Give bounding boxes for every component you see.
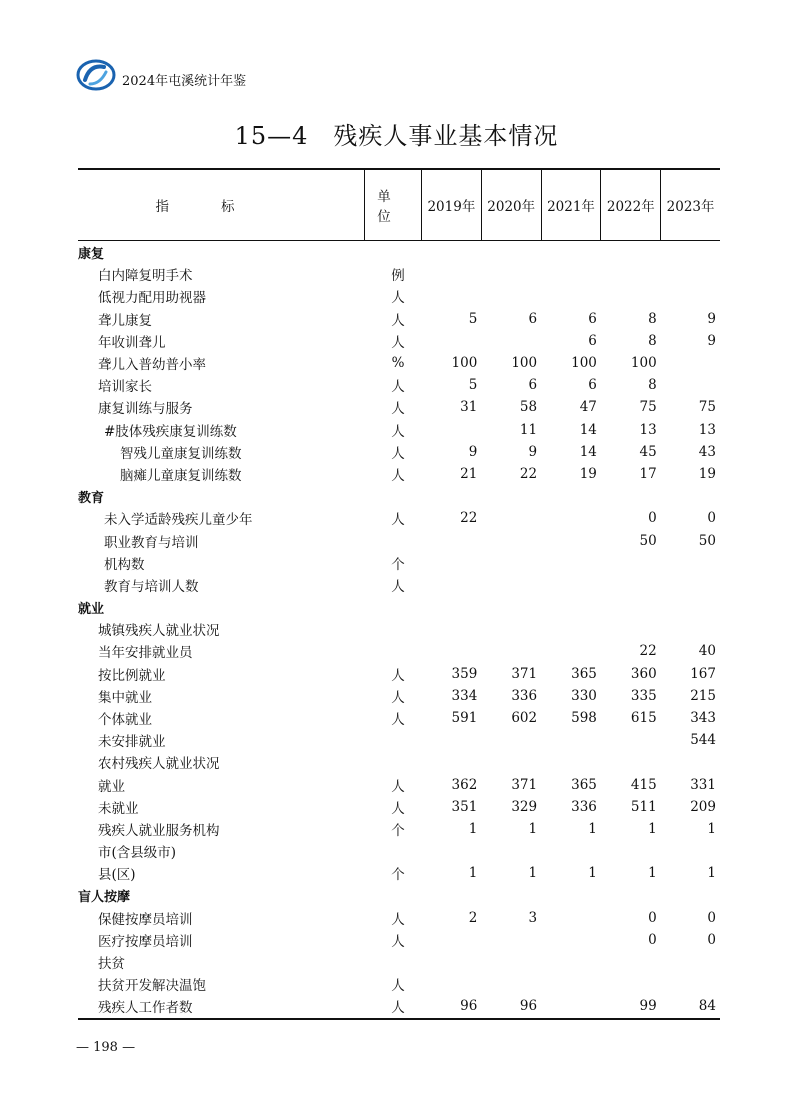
unit-cell [365,884,422,906]
unit-cell: 例 [391,268,405,285]
value-cell [422,419,482,441]
indicator-label: 县(区) [98,867,136,884]
value-cell [661,263,720,285]
indicator-label: 智残儿童康复训练数 [120,445,242,462]
value-cell [541,840,601,862]
value-cell: 5 [468,310,478,327]
indicator-label: 聋儿康复 [98,312,152,329]
value-cell: 334 [451,687,478,704]
value-cell: 19 [698,465,716,482]
value-cell [541,751,601,773]
unit-cell: 人 [391,401,405,418]
value-cell [541,574,601,596]
table-row [78,663,720,685]
value-cell [541,263,601,285]
value-cell [481,618,541,640]
data-table [78,168,720,1020]
value-cell: 6 [528,377,538,394]
col-header-indicator: 指标 [78,169,365,241]
value-cell: 100 [511,355,538,372]
unit-cell [365,529,422,551]
value-cell: 371 [511,665,538,682]
book-title: 2024年屯溪统计年鉴 [122,73,247,89]
data-table-container [78,168,714,1020]
table-row [78,419,720,441]
value-cell: 96 [422,995,482,1018]
unit-cell: 人 [391,778,405,795]
value-cell: 47 [579,399,597,416]
value-cell: 371 [511,776,538,793]
value-cell [541,729,601,751]
value-cell [481,596,541,618]
value-cell [481,729,541,751]
value-cell: 9 [528,443,538,460]
value-cell [601,596,661,618]
unit-cell: 人 [391,312,405,329]
unit-cell: 人 [391,933,405,950]
table-row [78,263,720,285]
indicator-label: 未安排就业 [98,734,166,751]
table-row [78,774,720,796]
value-cell: 40 [698,643,716,660]
value-cell: 8 [648,377,657,394]
table-row [78,796,720,818]
table-row [78,507,720,529]
unit-cell: 人 [365,995,422,1018]
indicator-label: 教育与培训人数 [104,578,199,595]
value-cell [661,618,720,640]
value-cell: 100 [630,355,657,372]
value-cell: 335 [630,687,657,704]
value-cell [541,552,601,574]
value-cell [541,884,601,906]
value-cell: 359 [451,665,478,682]
value-cell [422,618,482,640]
table-row [78,552,720,574]
value-cell: 415 [630,776,657,793]
table-row [78,929,720,951]
value-cell: 50 [639,532,657,549]
unit-cell [365,640,422,662]
indicator-label: 低视力配用助视器 [98,290,206,307]
value-cell [481,640,541,662]
value-cell: 330 [571,687,597,704]
value-cell: 336 [511,687,538,704]
value-cell [601,285,661,307]
unit-cell [365,729,422,751]
value-cell [422,640,482,662]
value-cell: 1 [528,820,538,837]
indicator-label: 保健按摩员培训 [98,911,193,928]
value-cell: 615 [630,710,657,727]
value-cell [541,907,601,929]
value-cell: 336 [571,798,597,815]
table-row [78,618,720,640]
value-cell: 591 [451,710,478,727]
unit-cell: 人 [391,512,405,529]
table-row [78,995,720,1018]
value-cell [422,574,482,596]
value-cell [661,973,720,995]
table-row [78,529,720,551]
value-cell: 9 [468,443,478,460]
table-row [78,352,720,374]
value-cell: 511 [630,798,657,815]
unit-cell: 人 [391,667,405,684]
value-cell [481,951,541,973]
value-cell [481,973,541,995]
unit-cell: 人 [391,712,405,729]
section-label: 盲人按摩 [78,890,131,906]
indicator-label: 医疗按摩员培训 [98,933,193,950]
value-cell: 0 [648,931,657,948]
value-cell: 209 [690,798,716,815]
table-row [78,640,720,662]
value-cell: 0 [707,931,716,948]
value-cell: 9 [707,332,716,349]
value-cell [601,485,661,507]
value-cell: 360 [630,665,657,682]
value-cell [601,751,661,773]
value-cell: 544 [690,732,716,749]
value-cell: 5 [468,377,478,394]
value-cell [661,596,720,618]
unit-cell: 个 [391,867,405,884]
indicator-label: 残疾人就业服务机构 [98,822,220,839]
value-cell: 329 [511,798,538,815]
value-cell [481,751,541,773]
value-cell: 215 [690,687,716,704]
value-cell: 100 [451,355,478,372]
value-cell [541,929,601,951]
value-cell [661,840,720,862]
value-cell: 22 [639,643,657,660]
value-cell [422,263,482,285]
col-header-year: 2023年 [661,169,720,241]
col-header-year: 2021年 [541,169,601,241]
indicator-label: 未就业 [98,800,139,817]
value-cell: 351 [451,798,478,815]
section-row [78,241,720,264]
section-row [78,596,720,618]
value-cell [422,285,482,307]
value-cell: 11 [519,421,538,438]
value-cell [481,574,541,596]
table-row [78,285,720,307]
value-cell [541,485,601,507]
table-row [78,818,720,840]
unit-cell: 人 [391,445,405,462]
value-cell: 1 [648,820,657,837]
indicator-label: 农村残疾人就业状况 [98,756,220,773]
value-cell [422,330,482,352]
unit-cell: 人 [391,911,405,928]
table-row [78,951,720,973]
indicator-label: 脑瘫儿童康复训练数 [120,467,242,484]
value-cell [601,552,661,574]
value-cell [481,263,541,285]
table-row [78,751,720,773]
value-cell: 100 [571,355,597,372]
indicator-label: 扶贫 [98,956,125,973]
value-cell: 99 [601,995,661,1018]
unit-cell: 人 [391,800,405,817]
value-cell [541,285,601,307]
col-header-unit: 单位 [365,169,422,241]
value-cell [422,751,482,773]
value-cell [541,640,601,662]
table-row [78,308,720,330]
value-cell: 96 [481,995,541,1018]
value-cell: 8 [648,332,657,349]
table-body [78,241,720,1019]
value-cell: 365 [571,665,597,682]
value-cell [541,596,601,618]
value-cell: 14 [579,443,597,460]
indicator-label: 按比例就业 [98,667,166,684]
value-cell: 6 [528,310,538,327]
table-row [78,374,720,396]
unit-cell [365,485,422,507]
value-cell: 13 [639,421,657,438]
value-cell [422,884,482,906]
value-cell: 365 [571,776,597,793]
indicator-label: 白内障复明手术 [98,268,193,285]
value-cell: 1 [468,865,478,882]
table-row [78,973,720,995]
page-header [76,58,246,92]
value-cell [481,485,541,507]
value-cell [661,374,720,396]
value-cell [481,507,541,529]
value-cell [661,751,720,773]
value-cell [422,241,482,264]
value-cell [601,241,661,264]
value-cell: 1 [707,820,716,837]
section-row [78,485,720,507]
unit-cell: 人 [391,467,405,484]
value-cell [541,618,601,640]
value-cell [601,729,661,751]
value-cell: 0 [707,909,716,926]
page-number: — 198 — [76,1040,136,1055]
value-cell [422,929,482,951]
value-cell [601,574,661,596]
unit-cell: 人 [391,290,405,307]
unit-cell [365,596,422,618]
value-cell [661,241,720,264]
unit-cell [365,751,422,773]
value-cell: 167 [690,665,716,682]
col-header-year: 2019年 [422,169,482,241]
value-cell: 1 [468,820,478,837]
value-cell [661,951,720,973]
unit-cell: 人 [391,578,405,595]
value-cell [661,485,720,507]
indicator-label: 集中就业 [98,689,152,706]
value-cell [541,951,601,973]
value-cell [422,973,482,995]
indicator-label: 机构数 [104,556,145,573]
table-row [78,840,720,862]
table-row [78,729,720,751]
indicator-label: 康复训练与服务 [98,401,193,418]
value-cell [422,840,482,862]
value-cell [661,574,720,596]
unit-cell: 人 [391,689,405,706]
table-title: 15—4 残疾人事业基本情况 [234,122,559,150]
table-row [78,463,720,485]
value-cell: 6 [588,332,597,349]
value-cell: 43 [698,443,716,460]
table-header-row [78,169,720,241]
unit-cell: 人 [391,334,405,351]
value-cell [601,884,661,906]
value-cell: 1 [648,865,657,882]
value-cell: 14 [579,421,597,438]
unit-cell: 人 [391,978,405,995]
table-row [78,441,720,463]
value-cell [661,552,720,574]
value-cell [541,973,601,995]
value-cell: 1 [588,820,597,837]
value-cell [601,618,661,640]
value-cell [481,840,541,862]
value-cell [481,929,541,951]
section-label: 就业 [78,601,105,617]
value-cell [601,840,661,862]
section-label: 教育 [78,490,105,506]
value-cell: 9 [707,310,716,327]
value-cell [601,951,661,973]
table-row [78,396,720,418]
indicator-label: 当年安排就业员 [98,645,193,662]
table-row [78,574,720,596]
section-label: 康复 [78,246,105,262]
value-cell [481,552,541,574]
indicator-label: #肢体残疾康复训练数 [104,423,237,440]
value-cell [541,241,601,264]
value-cell: 17 [639,465,657,482]
value-cell: 0 [648,510,657,527]
value-cell: 362 [451,776,478,793]
col-header-year: 2022年 [601,169,661,241]
value-cell: 602 [511,710,538,727]
value-cell [422,729,482,751]
table-row [78,685,720,707]
unit-cell: % [391,355,405,372]
value-cell [422,596,482,618]
value-cell: 8 [648,310,657,327]
table-row [78,907,720,929]
value-cell [422,552,482,574]
indicator-label: 个体就业 [98,712,152,729]
value-cell [481,330,541,352]
unit-cell [365,618,422,640]
value-cell [601,973,661,995]
unit-cell: 人 [391,423,405,440]
value-cell [481,529,541,551]
value-cell [541,529,601,551]
value-cell: 6 [588,377,597,394]
value-cell: 0 [707,510,716,527]
value-cell: 1 [528,865,538,882]
value-cell: 6 [588,310,597,327]
value-cell [481,285,541,307]
value-cell: 31 [460,399,478,416]
indicator-label: 培训家长 [98,379,152,396]
value-cell: 2 [468,909,478,926]
value-cell: 13 [698,421,716,438]
indicator-label: 聋儿入普幼普小率 [98,357,206,374]
value-cell [481,884,541,906]
value-cell: 50 [698,532,716,549]
value-cell [661,352,720,374]
value-cell: 598 [571,710,597,727]
indicator-label: 扶贫开发解决温饱 [98,978,206,995]
unit-cell [365,241,422,264]
value-cell [422,951,482,973]
value-cell: 1 [588,865,597,882]
table-row [78,862,720,884]
unit-cell: 人 [391,379,405,396]
value-cell: 75 [698,399,716,416]
value-cell [661,884,720,906]
value-cell: 22 [460,510,478,527]
value-cell [601,263,661,285]
value-cell: 331 [690,776,716,793]
indicator-label: 就业 [98,778,125,795]
value-cell [541,507,601,529]
yearbook-logo-icon [76,58,116,92]
value-cell: 19 [579,465,597,482]
indicator-label: 未入学适龄残疾儿童少年 [104,512,253,529]
value-cell: 22 [519,465,538,482]
value-cell [661,285,720,307]
value-cell [422,529,482,551]
value-cell: 58 [519,399,538,416]
value-cell [481,241,541,264]
value-cell [422,485,482,507]
value-cell: 0 [648,909,657,926]
value-cell: 84 [661,995,720,1018]
indicator-label: 残疾人工作者数 [78,995,365,1018]
col-header-year: 2020年 [481,169,541,241]
unit-cell: 个 [391,556,405,573]
value-cell [541,995,601,1018]
table-row [78,707,720,729]
indicator-label: 职业教育与培训 [104,534,199,551]
indicator-label: 市(含县级市) [98,845,177,862]
value-cell: 3 [528,909,538,926]
unit-cell [365,951,422,973]
value-cell: 75 [639,399,657,416]
value-cell: 45 [639,443,657,460]
value-cell: 343 [690,710,716,727]
section-row [78,884,720,906]
unit-cell: 个 [391,822,405,839]
unit-cell [365,840,422,862]
value-cell: 1 [707,865,716,882]
value-cell: 21 [460,465,478,482]
table-row [78,330,720,352]
indicator-label: 年收训聋儿 [98,334,166,351]
indicator-label: 城镇残疾人就业状况 [98,623,220,640]
